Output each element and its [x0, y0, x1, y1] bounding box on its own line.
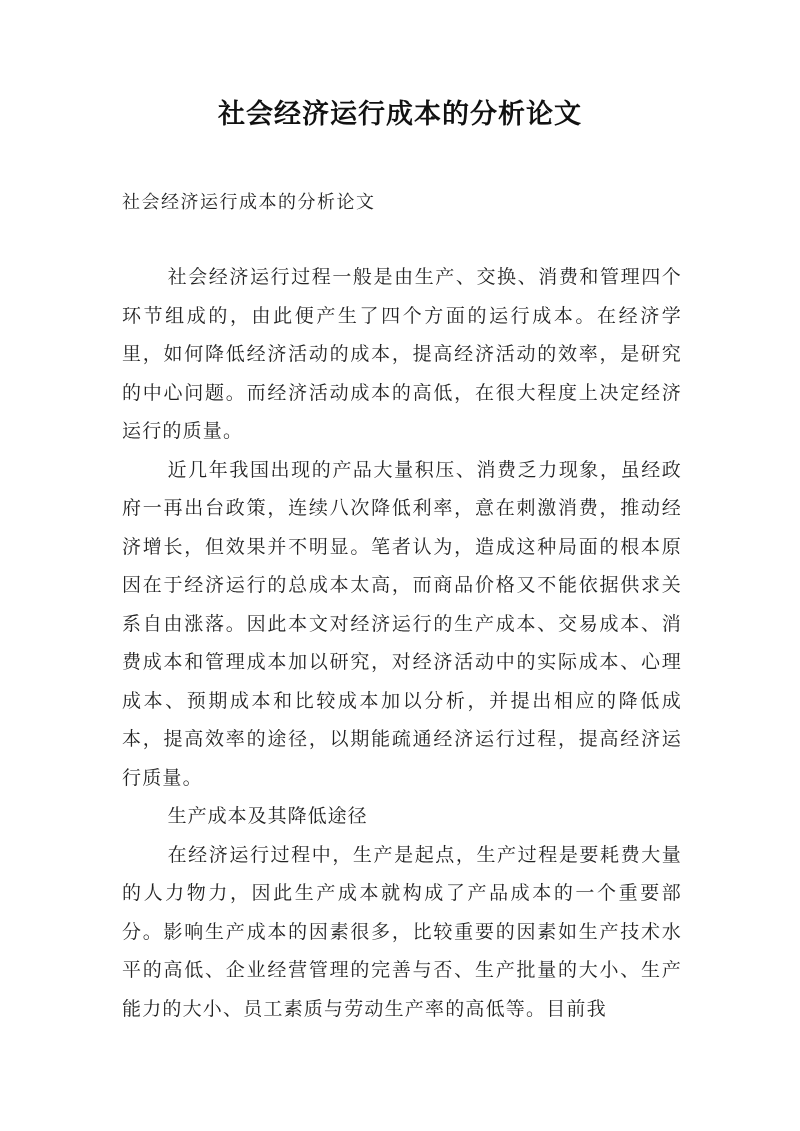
document-body [122, 258, 682, 1028]
document-title: 社会经济运行成本的分析论文 [218, 99, 582, 130]
section-heading: 生产成本及其降低途径 [167, 805, 368, 827]
paragraph-background: 近几年我国出现的产品大量积压、消费乏力现象，虽经政府一再出台政策，连续八次降低利率，意在刺激消费，推动经济增长，但效果并不明显。笔者认为，造成这种局面的根本原因在于经济运行的总成本太高，而商品价格又不能依据供求关系自由涨落。因此本文对经济运行的生产成本、交易成本、消费成本和管理成本加以研究，对经济活动中的实际成本、心理成本、预期成本和比较成本加以分析，并提出相应的降低成本，提高效率的途径，以期能疏通经济运行过程，提高经济运行质量。 [122, 458, 682, 789]
paragraph-intro: 社会经济运行过程一般是由生产、交换、消费和管理四个环节组成的，由此便产生了四个方面的运行成本。在经济学里，如何降低经济活动的成本，提高经济活动的效率，是研究的中心问题。而经济活动成本的高低，在很大程度上决定经济运行的质量。 [122, 266, 682, 442]
paragraph-production-cost: 在经济运行过程中，生产是起点，生产过程是要耗费大量的人力物力，因此生产成本就构成了产品成本的一个重要部分。影响生产成本的因素很多，比较重要的因素如生产技术水平的高低、企业经营管理的完善与否、生产批量的大小、生产能力的大小、员工素质与劳动生产率的高低等。目前我 [122, 843, 682, 1020]
document-subtitle: 社会经济运行成本的分析论文 [122, 192, 376, 213]
